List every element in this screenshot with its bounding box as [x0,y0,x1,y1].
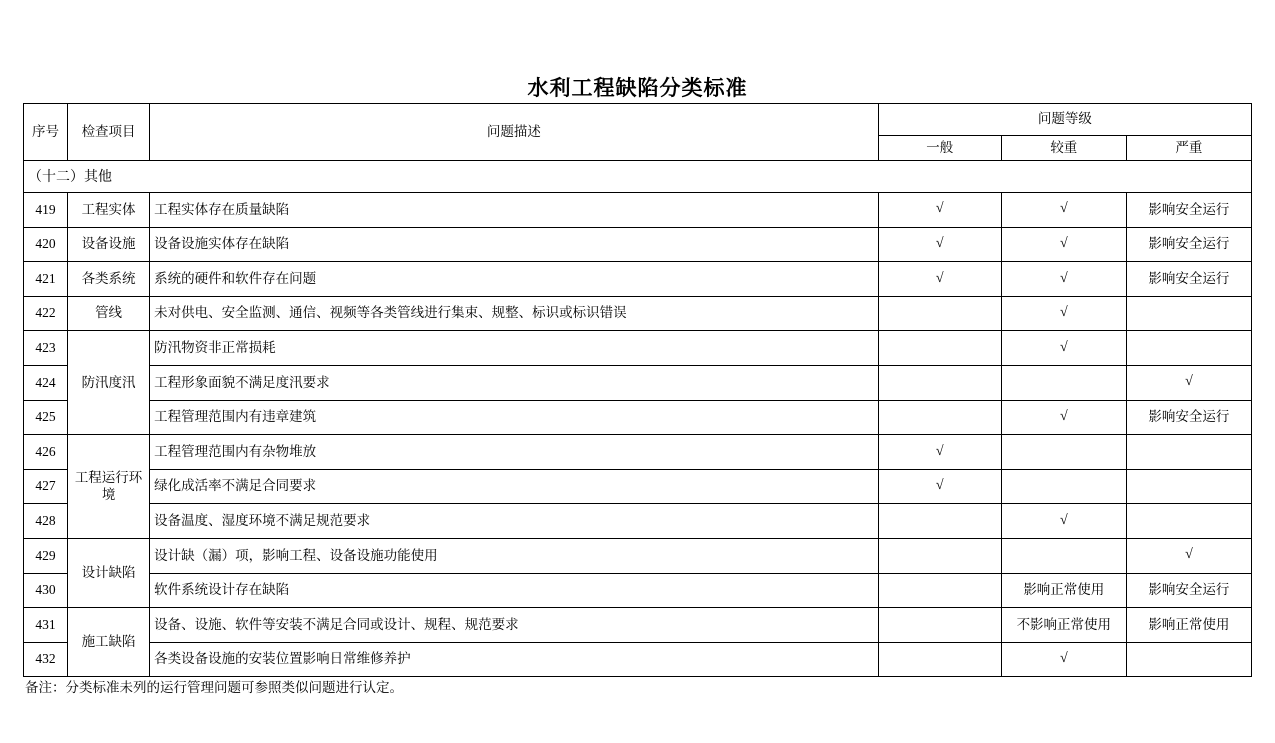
header-grade-group: 问题等级 [878,104,1251,136]
row-grade-moderate: √ [1001,296,1126,331]
row-grade-general: √ [878,193,1001,228]
row-grade-severe: √ [1126,365,1251,400]
defect-classification-table [23,103,1252,677]
row-grade-general [878,642,1001,677]
row-description: 各类设备设施的安装位置影响日常维修养护 [150,642,879,677]
header-grade-general: 一般 [878,136,1001,161]
row-no: 429 [24,538,68,573]
table-row [24,469,1252,504]
row-item: 工程运行环境 [68,435,150,539]
header-item: 检查项目 [68,104,150,161]
row-description: 工程管理范围内有杂物堆放 [150,435,879,470]
row-grade-severe: 影响正常使用 [1126,608,1251,643]
table-row [24,642,1252,677]
row-item: 各类系统 [68,262,150,297]
row-grade-general [878,331,1001,366]
row-grade-severe [1126,504,1251,539]
table-body [24,161,1252,677]
row-grade-moderate: 影响正常使用 [1001,573,1126,608]
row-grade-general [878,538,1001,573]
row-no: 424 [24,365,68,400]
row-description: 系统的硬件和软件存在问题 [150,262,879,297]
row-grade-severe: 影响安全运行 [1126,193,1251,228]
row-grade-general [878,296,1001,331]
row-item: 施工缺陷 [68,608,150,677]
row-grade-moderate: √ [1001,331,1126,366]
row-grade-severe [1126,469,1251,504]
row-grade-moderate: √ [1001,227,1126,262]
section-row [24,161,1252,193]
row-grade-severe: 影响安全运行 [1126,400,1251,435]
row-no: 426 [24,435,68,470]
row-grade-moderate: √ [1001,504,1126,539]
header-grade-severe: 严重 [1126,136,1251,161]
row-grade-moderate: 不影响正常使用 [1001,608,1126,643]
row-grade-general [878,573,1001,608]
row-grade-general: √ [878,262,1001,297]
row-no: 423 [24,331,68,366]
row-grade-moderate [1001,538,1126,573]
table-row [24,573,1252,608]
row-description: 设计缺（漏）项，影响工程、设备设施功能使用 [150,538,879,573]
row-no: 430 [24,573,68,608]
row-item: 防汛度汛 [68,331,150,435]
row-description: 设备温度、湿度环境不满足规范要求 [150,504,879,539]
row-description: 防汛物资非正常损耗 [150,331,879,366]
table-row [24,296,1252,331]
row-grade-general [878,504,1001,539]
row-grade-severe [1126,296,1251,331]
row-item: 工程实体 [68,193,150,228]
row-grade-moderate: √ [1001,642,1126,677]
row-grade-moderate: √ [1001,400,1126,435]
table-row [24,262,1252,297]
row-grade-severe: 影响安全运行 [1126,227,1251,262]
row-grade-severe [1126,642,1251,677]
row-grade-moderate [1001,435,1126,470]
row-grade-moderate: √ [1001,193,1126,228]
header-grade-moderate: 较重 [1001,136,1126,161]
table-row [24,193,1252,228]
row-grade-severe: 影响安全运行 [1126,573,1251,608]
table-row [24,331,1252,366]
row-no: 427 [24,469,68,504]
row-no: 428 [24,504,68,539]
table-row [24,608,1252,643]
row-description: 工程形象面貌不满足度汛要求 [150,365,879,400]
row-grade-moderate: √ [1001,262,1126,297]
row-grade-general: √ [878,435,1001,470]
row-item: 设计缺陷 [68,538,150,607]
table-row [24,504,1252,539]
header-description: 问题描述 [150,104,879,161]
row-description: 工程实体存在质量缺陷 [150,193,879,228]
table-row [24,400,1252,435]
row-grade-general: √ [878,227,1001,262]
row-description: 工程管理范围内有违章建筑 [150,400,879,435]
row-description: 软件系统设计存在缺陷 [150,573,879,608]
row-item: 设备设施 [68,227,150,262]
table-row [24,435,1252,470]
row-no: 421 [24,262,68,297]
row-grade-general [878,400,1001,435]
row-grade-severe: √ [1126,538,1251,573]
section-title: （十二）其他 [24,161,1252,193]
row-description: 设备设施实体存在缺陷 [150,227,879,262]
row-grade-general [878,365,1001,400]
row-grade-severe [1126,435,1251,470]
header-no: 序号 [24,104,68,161]
row-description: 绿化成活率不满足合同要求 [150,469,879,504]
table-row [24,227,1252,262]
page-title: 水利工程缺陷分类标准 [527,77,748,100]
row-grade-moderate [1001,469,1126,504]
row-grade-severe [1126,331,1251,366]
row-no: 431 [24,608,68,643]
row-description: 设备、设施、软件等安装不满足合同或设计、规程、规范要求 [150,608,879,643]
table-note: 备注：分类标准未列的运行管理问题可参照类似问题进行认定。 [25,680,403,695]
row-no: 422 [24,296,68,331]
row-grade-severe: 影响安全运行 [1126,262,1251,297]
row-item: 管线 [68,296,150,331]
table-row [24,365,1252,400]
row-grade-general [878,608,1001,643]
table-header [24,104,1252,161]
row-description: 未对供电、安全监测、通信、视频等各类管线进行集束、规整、标识或标识错误 [150,296,879,331]
row-grade-moderate [1001,365,1126,400]
row-no: 419 [24,193,68,228]
row-no: 420 [24,227,68,262]
table-row [24,538,1252,573]
row-no: 425 [24,400,68,435]
row-no: 432 [24,642,68,677]
row-grade-general: √ [878,469,1001,504]
